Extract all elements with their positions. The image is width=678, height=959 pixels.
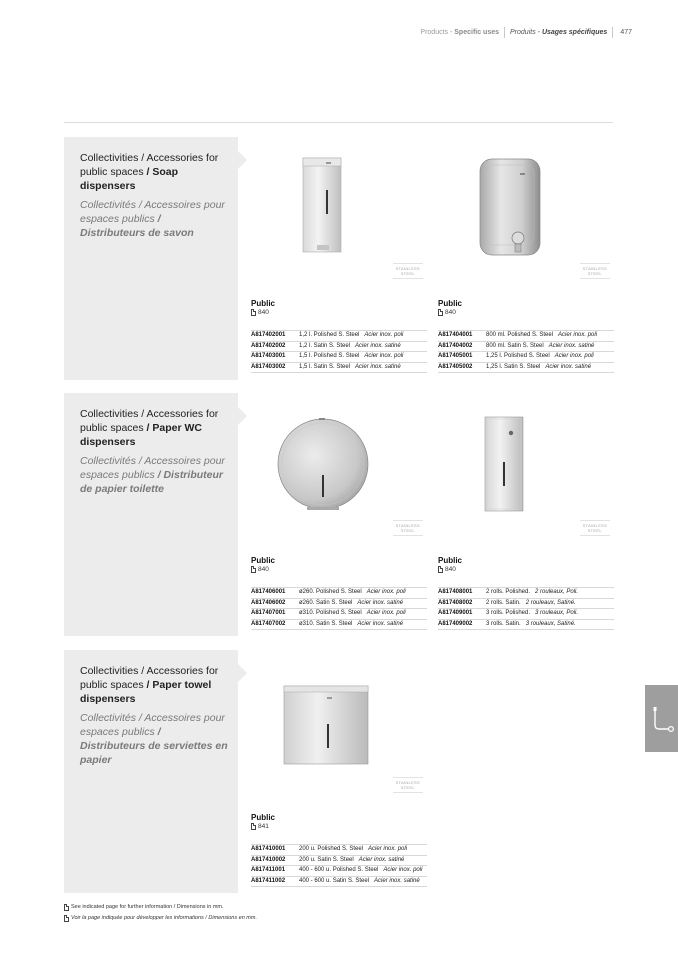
- table-row: A817410001 200 u. Polished S. Steel Acier inox. poli: [251, 845, 427, 856]
- table-row: A817405001 1,25 l. Polished S. Steel Acier inox. poli: [438, 352, 614, 363]
- page-header: [420, 27, 632, 38]
- table-row: A817406002 ø260. Satin S. Steel Acier inox. satiné: [251, 599, 427, 610]
- category-paper-wc-dispensers: [64, 393, 238, 636]
- page-icon: [251, 823, 256, 830]
- product-page-ref: 840: [251, 309, 427, 316]
- soap-dispenser-round-image: [438, 143, 614, 281]
- page-icon: [64, 904, 69, 911]
- product-page-ref: 840: [251, 566, 427, 573]
- stainless-steel-badge: STAINLESS STEEL: [393, 777, 423, 793]
- product-image: [438, 400, 614, 538]
- category-soap-dispensers: [64, 137, 238, 380]
- category-title-fr: Collectivités / Accessoires pour espaces publics / Distributeurs de savon: [80, 199, 225, 239]
- product-title: Public: [251, 299, 276, 308]
- table-row: A817404001 800 ml. Polished S. Steel Acier inox. poli: [438, 331, 614, 342]
- table-row: A817409002 3 rolls. Satin. 3 rouleaux, Satiné.: [438, 620, 614, 631]
- table-row: A817407001 ø310. Polished S. Steel Acier inox. poli: [251, 609, 427, 620]
- header-separator: [504, 27, 505, 38]
- product-wc-paper-rolls: [438, 400, 614, 630]
- table-row: A817402001 1,2 l. Polished S. Steel Acier inox. poli: [251, 331, 427, 342]
- table-row: A817405002 1,25 l. Satin S. Steel Acier inox. satiné: [438, 363, 614, 374]
- page-icon: [251, 309, 256, 316]
- product-reference-table: [438, 587, 614, 630]
- product-title: Public: [438, 299, 463, 308]
- product-title: Public: [251, 556, 276, 565]
- stainless-steel-badge: STAINLESS STEEL: [580, 520, 610, 536]
- header-usages: Usages spécifiques: [541, 29, 608, 36]
- product-page-ref: 840: [438, 309, 614, 316]
- header-produits: Produits -: [510, 29, 540, 36]
- category-paper-towel-dispensers: [64, 650, 238, 893]
- table-row: A817411002 400 - 600 u. Satin S. Steel Acier inox. satiné: [251, 877, 427, 888]
- category-title-fr: Collectivités / Accessoires pour espaces publics / Distributeur de papier toilette: [80, 455, 225, 495]
- footer-notes: [64, 902, 257, 924]
- category-title-fr: Collectivités / Accessoires pour espaces publics / Distributeurs de serviettes en papier: [80, 712, 228, 766]
- product-title: Public: [438, 556, 463, 565]
- page-icon: [64, 915, 69, 922]
- table-row: A817407002 ø310. Satin S. Steel Acier inox. satiné: [251, 620, 427, 631]
- wc-paper-round-image: [251, 400, 427, 538]
- table-row: A817409001 3 rolls. Polished. 3 rouleaux, Poli.: [438, 609, 614, 620]
- product-reference-table: [251, 330, 427, 373]
- footer-note-fr: Voir la page indiquée pour développer les informations / Dimensions en mm.: [64, 913, 257, 924]
- product-title: Public: [251, 813, 276, 822]
- product-image: [251, 657, 427, 795]
- table-row: A817403001 1,5 l. Polished S. Steel Acier inox. poli: [251, 352, 427, 363]
- table-row: A817408002 2 rolls. Satin. 2 rouleaux, Satiné.: [438, 599, 614, 610]
- header-separator: [612, 27, 613, 38]
- wc-paper-rolls-image: [438, 400, 614, 538]
- stainless-steel-badge: STAINLESS STEEL: [393, 263, 423, 279]
- product-page-ref: 840: [438, 566, 614, 573]
- soap-dispenser-rect-image: [251, 143, 427, 281]
- page-icon: [438, 309, 443, 316]
- page-icon: [251, 566, 256, 573]
- product-paper-towel: [251, 657, 427, 887]
- wrench-tool-icon: [645, 685, 678, 752]
- product-soap-dispenser-round: [438, 143, 614, 373]
- product-reference-table: [438, 330, 614, 373]
- table-row: A817411001 400 - 600 u. Polished S. Steel Acier inox. poli: [251, 866, 427, 877]
- category-title-en: Collectivities / Accessories for public spaces / Paper towel dispensers: [80, 665, 219, 705]
- stainless-steel-badge: STAINLESS STEEL: [580, 263, 610, 279]
- table-row: A817408001 2 rolls. Polished. 2 rouleaux, Poli.: [438, 588, 614, 599]
- header-specific-uses: Specific uses: [454, 29, 500, 36]
- top-rule: [64, 122, 613, 123]
- product-image: [438, 143, 614, 281]
- paper-towel-image: [251, 657, 427, 795]
- table-row: A817410002 200 u. Satin S. Steel Acier inox. satiné: [251, 856, 427, 867]
- table-row: A817404002 800 ml. Satin S. Steel Acier inox. satiné: [438, 342, 614, 353]
- category-title-en: Collectivities / Accessories for public spaces / Soap dispensers: [80, 152, 219, 192]
- product-wc-paper-round: [251, 400, 427, 630]
- table-row: A817403002 1,5 l. Satin S. Steel Acier inox. satiné: [251, 363, 427, 374]
- header-products: Products -: [420, 29, 453, 36]
- stainless-steel-badge: STAINLESS STEEL: [393, 520, 423, 536]
- product-image: [251, 400, 427, 538]
- category-title-en: Collectivities / Accessories for public spaces / Paper WC dispensers: [80, 408, 219, 448]
- product-image: [251, 143, 427, 281]
- footer-note-en: See indicated page for further information / Dimensions in mm.: [64, 902, 257, 913]
- product-soap-dispenser-rect: [251, 143, 427, 373]
- product-reference-table: [251, 587, 427, 630]
- section-side-tab[interactable]: [645, 685, 678, 752]
- product-reference-table: [251, 844, 427, 887]
- product-page-ref: 841: [251, 823, 427, 830]
- page-number: 477: [620, 29, 632, 36]
- table-row: A817406001 ø260. Polished S. Steel Acier inox. poli: [251, 588, 427, 599]
- page-icon: [438, 566, 443, 573]
- table-row: A817402002 1,2 l. Satin S. Steel Acier inox. satiné: [251, 342, 427, 353]
